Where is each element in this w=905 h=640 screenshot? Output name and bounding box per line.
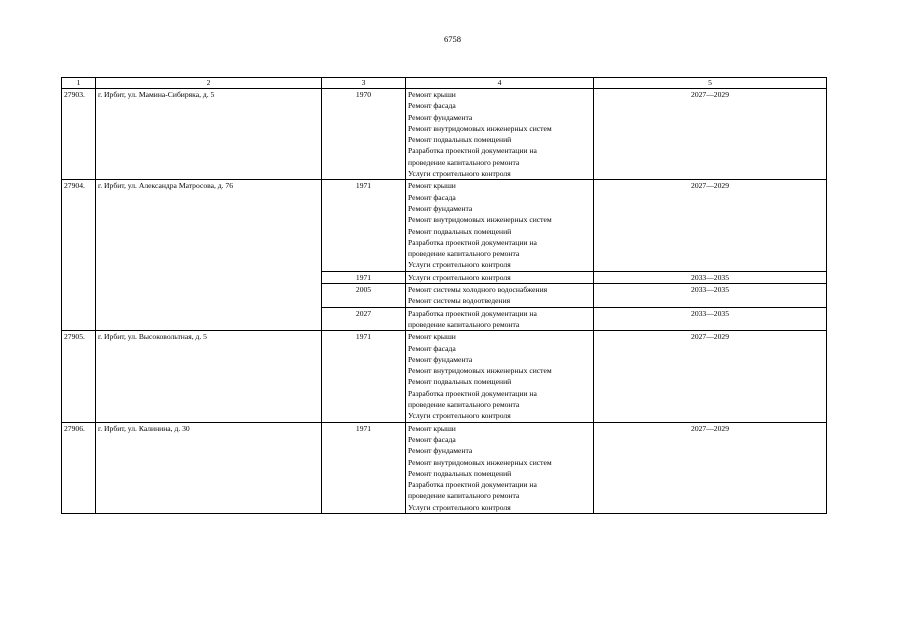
work-item: Разработка проектной документации на bbox=[408, 480, 537, 490]
work-item: Ремонт системы водоотведения bbox=[408, 296, 511, 306]
work-item: проведение капитального ремонта bbox=[408, 157, 520, 167]
work-item: Ремонт фундамента bbox=[408, 354, 473, 364]
work-item: Услуги строительного контроля bbox=[408, 502, 511, 512]
year-cell: 1971 bbox=[322, 331, 406, 422]
work-item: проведение капитального ремонта bbox=[408, 319, 520, 329]
address-cell: г. Ирбит, ул. Калинина, д. 30 bbox=[96, 422, 322, 513]
header-cell-1: 1 bbox=[62, 78, 96, 89]
period-cell: 2027—2029 bbox=[594, 89, 827, 180]
work-item: Ремонт фасада bbox=[408, 101, 456, 111]
table-row bbox=[62, 89, 827, 180]
work-item: Разработка проектной документации на bbox=[408, 237, 537, 247]
year-cell: 2027 bbox=[322, 307, 406, 331]
work-item: Ремонт фундамента bbox=[408, 112, 473, 122]
work-item: Услуги строительного контроля bbox=[408, 260, 511, 270]
work-item: Ремонт подвальных помещений bbox=[408, 135, 512, 145]
work-item: Разработка проектной документации на bbox=[408, 146, 537, 156]
works-cell bbox=[406, 422, 594, 513]
row-number-cell: 27905. bbox=[62, 331, 96, 422]
period-cell: 2033—2035 bbox=[594, 271, 827, 283]
work-item: Ремонт крыши bbox=[408, 423, 456, 433]
period-cell: 2033—2035 bbox=[594, 284, 827, 308]
table-row bbox=[62, 180, 827, 271]
address-cell: г. Ирбит, ул. Мамина-Сибиряка, д. 5 bbox=[96, 89, 322, 180]
header-cell-2: 2 bbox=[96, 78, 322, 89]
work-item: проведение капитального ремонта bbox=[408, 249, 520, 259]
table-row bbox=[62, 422, 827, 513]
period-cell: 2027—2029 bbox=[594, 422, 827, 513]
work-item: Ремонт фундамента bbox=[408, 203, 473, 213]
work-item: Ремонт фасада bbox=[408, 434, 456, 444]
works-cell bbox=[406, 89, 594, 180]
work-item: проведение капитального ремонта bbox=[408, 491, 520, 501]
year-cell: 1971 bbox=[322, 422, 406, 513]
work-item: Ремонт внутридомовых инженерных систем bbox=[408, 123, 552, 133]
period-cell: 2027—2029 bbox=[594, 331, 827, 422]
work-item: Услуги строительного контроля bbox=[408, 169, 511, 179]
work-item: Ремонт системы холодного водоснабжения bbox=[408, 285, 548, 295]
year-cell: 1971 bbox=[322, 271, 406, 283]
works-cell bbox=[406, 331, 594, 422]
works-cell bbox=[406, 271, 594, 283]
work-item: Ремонт крыши bbox=[408, 181, 456, 191]
page-number: 6758 bbox=[444, 34, 461, 44]
works-cell bbox=[406, 307, 594, 331]
row-number-cell: 27904. bbox=[62, 180, 96, 331]
work-item: Ремонт внутридомовых инженерных систем bbox=[408, 366, 552, 376]
work-item: Ремонт подвальных помещений bbox=[408, 468, 512, 478]
work-item: Ремонт фундамента bbox=[408, 446, 473, 456]
year-cell: 1970 bbox=[322, 89, 406, 180]
work-item: Ремонт крыши bbox=[408, 90, 456, 99]
works-cell bbox=[406, 284, 594, 308]
header-cell-4: 4 bbox=[406, 78, 594, 89]
period-cell: 2027—2029 bbox=[594, 180, 827, 271]
row-number-cell: 27906. bbox=[62, 422, 96, 513]
work-item: Разработка проектной документации на bbox=[408, 308, 537, 318]
repair-schedule-table bbox=[61, 77, 827, 514]
work-item: Ремонт подвальных помещений bbox=[408, 377, 512, 387]
work-item: Ремонт фасада bbox=[408, 192, 456, 202]
header-row bbox=[62, 78, 827, 89]
work-item: Разработка проектной документации на bbox=[408, 388, 537, 398]
row-number-cell: 27903. bbox=[62, 89, 96, 180]
work-item: Услуги строительного контроля bbox=[408, 411, 511, 421]
year-cell: 1971 bbox=[322, 180, 406, 271]
address-cell: г. Ирбит, ул. Александра Матросова, д. 76 bbox=[96, 180, 322, 331]
year-cell: 2005 bbox=[322, 284, 406, 308]
works-cell bbox=[406, 180, 594, 271]
work-item: Ремонт фасада bbox=[408, 343, 456, 353]
table-row bbox=[62, 331, 827, 422]
work-item: Ремонт внутридомовых инженерных систем bbox=[408, 215, 552, 225]
work-item: проведение капитального ремонта bbox=[408, 400, 520, 410]
work-item: Ремонт внутридомовых инженерных систем bbox=[408, 457, 552, 467]
period-cell: 2033—2035 bbox=[594, 307, 827, 331]
work-item: Услуги строительного контроля bbox=[408, 272, 511, 282]
address-cell: г. Ирбит, ул. Высоковольтная, д. 5 bbox=[96, 331, 322, 422]
header-cell-5: 5 bbox=[594, 78, 827, 89]
work-item: Ремонт крыши bbox=[408, 332, 456, 342]
header-cell-3: 3 bbox=[322, 78, 406, 89]
work-item: Ремонт подвальных помещений bbox=[408, 226, 512, 236]
